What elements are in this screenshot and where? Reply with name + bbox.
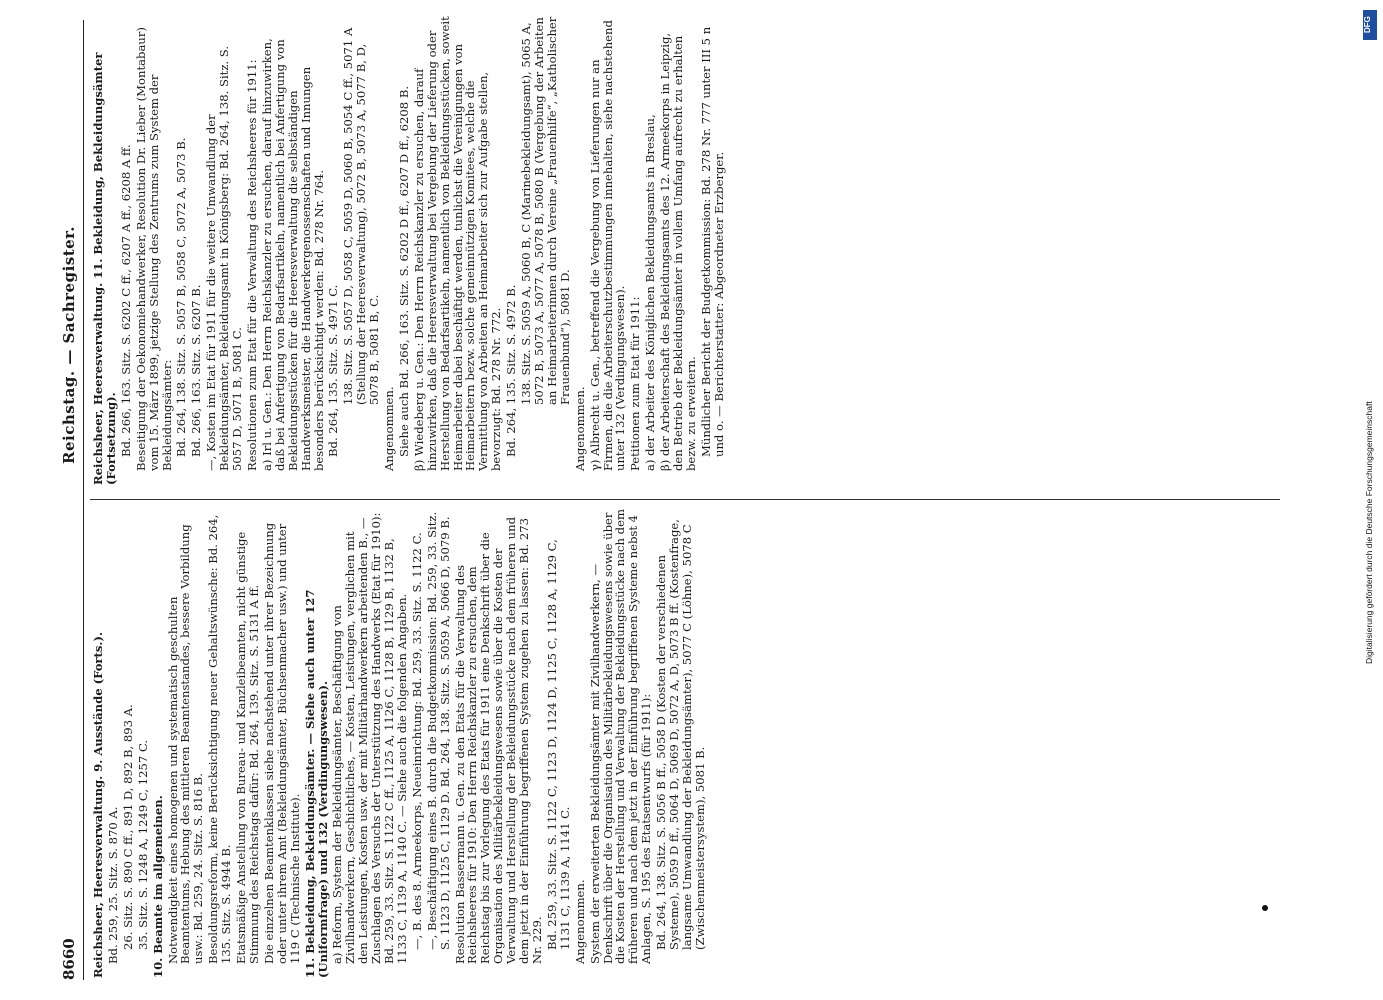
entry-paragraph: Etatsmäßige Anstellung von Bureau- und Kanzleibeamten, nicht günstige Stimmung des Reichstags dafür: Bd. 264, 139. Sitz. S. 5131 A ff. xyxy=(234,531,261,964)
right-column xyxy=(92,15,728,485)
margin-dot xyxy=(1262,905,1268,911)
entry-paragraph: Mündlicher Bericht der Budgetkommission: Bd. 278 Nr. 777 unter III 5 n und o. — Berichterstatter: Abgeordneter Erzberger. xyxy=(698,26,726,457)
entry-paragraph: —, Kosten im Etat für 1911 für die weitere Umwandlung der Bekleidungsämter, Bekleidungsamt in Königsberg: Bd. 264, 138. Sitz. S. 5057 D, 5071 B, 5081 C. xyxy=(204,45,245,471)
entry-paragraph: —, B. des 8. Armeekorps, Neueinrichtung: Bd. 259, 33. Sitz. S. 1122 C. xyxy=(409,532,424,950)
dfg-logo: DFG xyxy=(1363,10,1377,40)
header-rule xyxy=(83,20,84,980)
page-number: 8660 xyxy=(60,938,78,980)
entry-paragraph: Besoldungsreform, keine Berücksichtigung neuer Gehaltswünsche: Bd. 264, 135. Sitz. S. 4944 B. xyxy=(206,514,234,964)
running-head: Reichstag. — Sachregister. xyxy=(60,226,78,464)
entry-paragraph: Bd. 264, 135. Sitz. S. 4971 C. xyxy=(326,284,341,457)
entry-paragraph: 35. Sitz. S. 1248 A, 1249 C, 1257 C. xyxy=(135,739,150,950)
entry-paragraph: Resolutionen zum Etat für die Verwaltung des Reichsheeres für 1911: xyxy=(244,59,259,471)
entry-paragraph: Beseitigung der Oekonomiehandwerker, Resolution Dr. Lieber (Montabaur) vom 15. März 1899, jetzige Stellung des Zentrums zum System der Bekleidungsämter: xyxy=(133,27,174,471)
entry-paragraph: Bd. 264, 135. Sitz. S. 4972 B. xyxy=(504,284,519,457)
entry-paragraph: System der erweiterten Bekleidungsämter mit Zivilhandwerkern, — Denkschrift über die Organisation des Militärbekleidungswesens sowie über die Kosten der Herstellung und Verwaltung der Bekleidungsstücke nach dem früheren und nach dem jetzt in der Einführung begriffenen Systeme nebst 4 Anlagen, S. 195 des Etatsentwurfs (für 1911): xyxy=(587,509,654,964)
entry-paragraph: Resolution Bassermann u. Gen. zu den Etats für die Verwaltung des Reichsheeres für 1910: Den Herrn Reichskanzler zu ersuchen, dem Reichstag bis zur Vorlegung des Etats für 1911 eine Denkschrift über die Organisation des Militärbekleidungswesens sowie über die Kosten der Verwaltung und Herstellung der Bekleidungsstücke nach dem früheren und dem jetzt in der Einführung begriffenen System zugehen zu lassen: Bd. 273 Nr. 229. xyxy=(452,516,544,964)
entry-paragraph: Angenommen. xyxy=(572,879,587,964)
entry-paragraph: Angenommen. xyxy=(572,386,587,471)
entry-paragraph: Notwendigkeit eines homogenen und systematisch geschulten Beamtentums, Hebung des mittleren Beamtenstandes, bessere Vorbildung usw.: Bd. 259, 24. Sitz. S. 816 B. xyxy=(165,524,206,964)
entry-paragraph: γ) Albrecht u. Gen., betreffend die Vergebung von Lieferungen nur an Firmen, die die Arbeiterschutzbestimmungen innehalten, siehe nachstehend unter 132 (Verdingungswesen). xyxy=(587,20,628,471)
entry-paragraph: Bd. 264, 138. Sitz. S. 5056 B ff., 5058 D (Kosten der verschiedenen Systeme), 5059 D ff., 5064 D, 5069 D, 5072 A, D, 5073 B ff. (Kostenfrage, langsame Umwandlung der Bekleidungsämter), 5077 C (Löhne), 5078 C (Zwischenmeistersystem), 5081 B. xyxy=(654,519,707,950)
entry-paragraph: Bd. 266, 163. Sitz. S. 6202 C ff., 6207 A ff., 6208 A ff. xyxy=(118,144,133,457)
entry-paragraph: 138. Sitz. S. 5057 D, 5058 C, 5059 D, 5060 B, 5054 C ff., 5071 A (Stellung der Heeresverwaltung), 5072 B, 5073 A, 5077 B, D, 5078 B, 5081 B, C. xyxy=(341,27,382,405)
entry-paragraph: β) Wiedeberg u. Gen.: Den Herrn Reichskanzler zu ersuchen, darauf hinzuwirken, daß die Heeresverwaltung bei Vergebung der Lieferung oder Herstellung von Bedarfsartikeln, namentlich von Bekleidungsstücken, soweit Heimarbeiter dabei beschäftigt werden, tunlichst die Vereinigungen von Heimarbeitern bezw. solche gemeinnützigen Komitees, welche die Vermittlung von Arbeiten an Heimarbeiter sich zur Aufgabe stellen, bevorzugt: Bd. 278 Nr. 772. xyxy=(411,16,504,471)
entry-paragraph: a) der Arbeiter des Königlichen Bekleidungsamts in Breslau, xyxy=(643,114,658,471)
entry-paragraph: a) Irl u. Gen.: Den Herrn Reichskanzler zu ersuchen, darauf hinzuwirken, daß bei Anfertigung von Bedarfsartikeln, namentlich bei Anfertigung von Bekleidungsstücken für die Heeresverwaltung die selbständigen Handwerksmeister, die Handwerkergenossenschaften und Innungen besonders berücksichtigt werden: Bd. 278 Nr. 764. xyxy=(259,38,326,471)
entry-paragraph: Petitionen zum Etat für 1911: xyxy=(628,296,643,471)
entry-paragraph: 138. Sitz. S. 5059 A, 5060 B, C (Marinebekleidungsamt), 5065 A, 5072 B, 5073 A, 5077 A, 5078 B, 5080 B (Vergebung der Arbeiten an Heimarbeiterinnen durch Vereine „Frauenhilfe“, „Katholischer Frauenbund“), 5081 D. xyxy=(519,16,572,405)
entry-paragraph: Reichsheer, Heeresverwaltung. 9. Ausstände (Forts.). xyxy=(91,632,105,978)
entry-paragraph: Bd. 259, 33. Sitz. S. 1122 C, 1123 D, 1124 D, 1125 C, 1128 A, 1129 C, 1131 C, 1139 A, 1141 C. xyxy=(544,539,572,950)
entry-paragraph: Bd. 264, 138. Sitz. S. 5057 B, 5058 C, 5072 A, 5073 B. xyxy=(174,137,189,457)
entry-paragraph: 10. Beamte im allgemeinen. xyxy=(150,795,165,978)
entry-paragraph: Angenommen. xyxy=(382,386,397,471)
dfg-credit-text: Digitalisierung gefördert durch die Deutsche Forschungsgemeinschaft xyxy=(1364,401,1374,664)
entry-paragraph: 11. Bekleidung, Bekleidungsämter. — Siehe auch unter 127 (Uniformfrage) und 132 (Verdingungswesen). xyxy=(302,589,330,978)
entry-paragraph: β) der Arbeiterschaft des Bekleidungsamts des 12. Armeekorps in Leipzig, den Betrieb der Bekleidungsämter in vollem Umfang aufrecht zu erhalten bezw. zu erweitern. xyxy=(658,32,698,471)
entry-paragraph: Bd. 259, 25. Sitz. S. 870 A. xyxy=(105,806,120,964)
left-column xyxy=(92,508,709,978)
entry-paragraph: Bd. 266, 163. Sitz. S. 6207 B. xyxy=(189,284,204,457)
entry-paragraph: Reichsheer, Heeresverwaltung. 11. Bekleidung, Bekleidungsämter (Fortsetzung). xyxy=(91,52,118,485)
dfg-side-strip xyxy=(1362,10,1378,670)
entry-paragraph: a) Reform, System der Bekleidungsämter, Beschäftigung von Zivilhandwerkern, Geschichtliches, — Kosten, Leistungen, verglichen mit den Leistungen, Kosten usw. der mit Militärhandwerkern arbeitenden B., — Zuschlagen des Versuchs der Unterstützung des Handwerks (Etat für 1910): Bd. 259, 33. Sitz. S. 1122 C ff., 1125 A, 1126 C, 1128 B, 1129 B, 1132 B, 1133 C, 1139 A, 1140 C. — Siehe auch die folgenden Angaben. xyxy=(330,512,409,964)
entry-paragraph: —, Beschäftigung eines B. durch die Budgetkommission: Bd. 259, 33. Sitz. S. 1123 D, 1125 C, 1129 D. Bd. 264, 138. Sitz. S. 5059 A, 5066 D, 5079 B. xyxy=(424,511,452,950)
entry-paragraph: Siehe auch Bd. 266, 163. Sitz. S. 6202 D ff., 6207 D ff., 6208 B. xyxy=(396,85,411,457)
column-divider xyxy=(90,499,1280,500)
entry-paragraph: Die einzelnen Beamtenklassen siehe nachstehend unter ihrer Bezeichnung oder unter ihrem Amt (Bekleidungsämter, Büchsenmacher usw.) und unter 119 C (Technische Institute). xyxy=(261,522,302,964)
entry-paragraph: 26. Sitz. S. 890 C ff., 891 D, 892 B, 893 A. xyxy=(120,704,135,950)
